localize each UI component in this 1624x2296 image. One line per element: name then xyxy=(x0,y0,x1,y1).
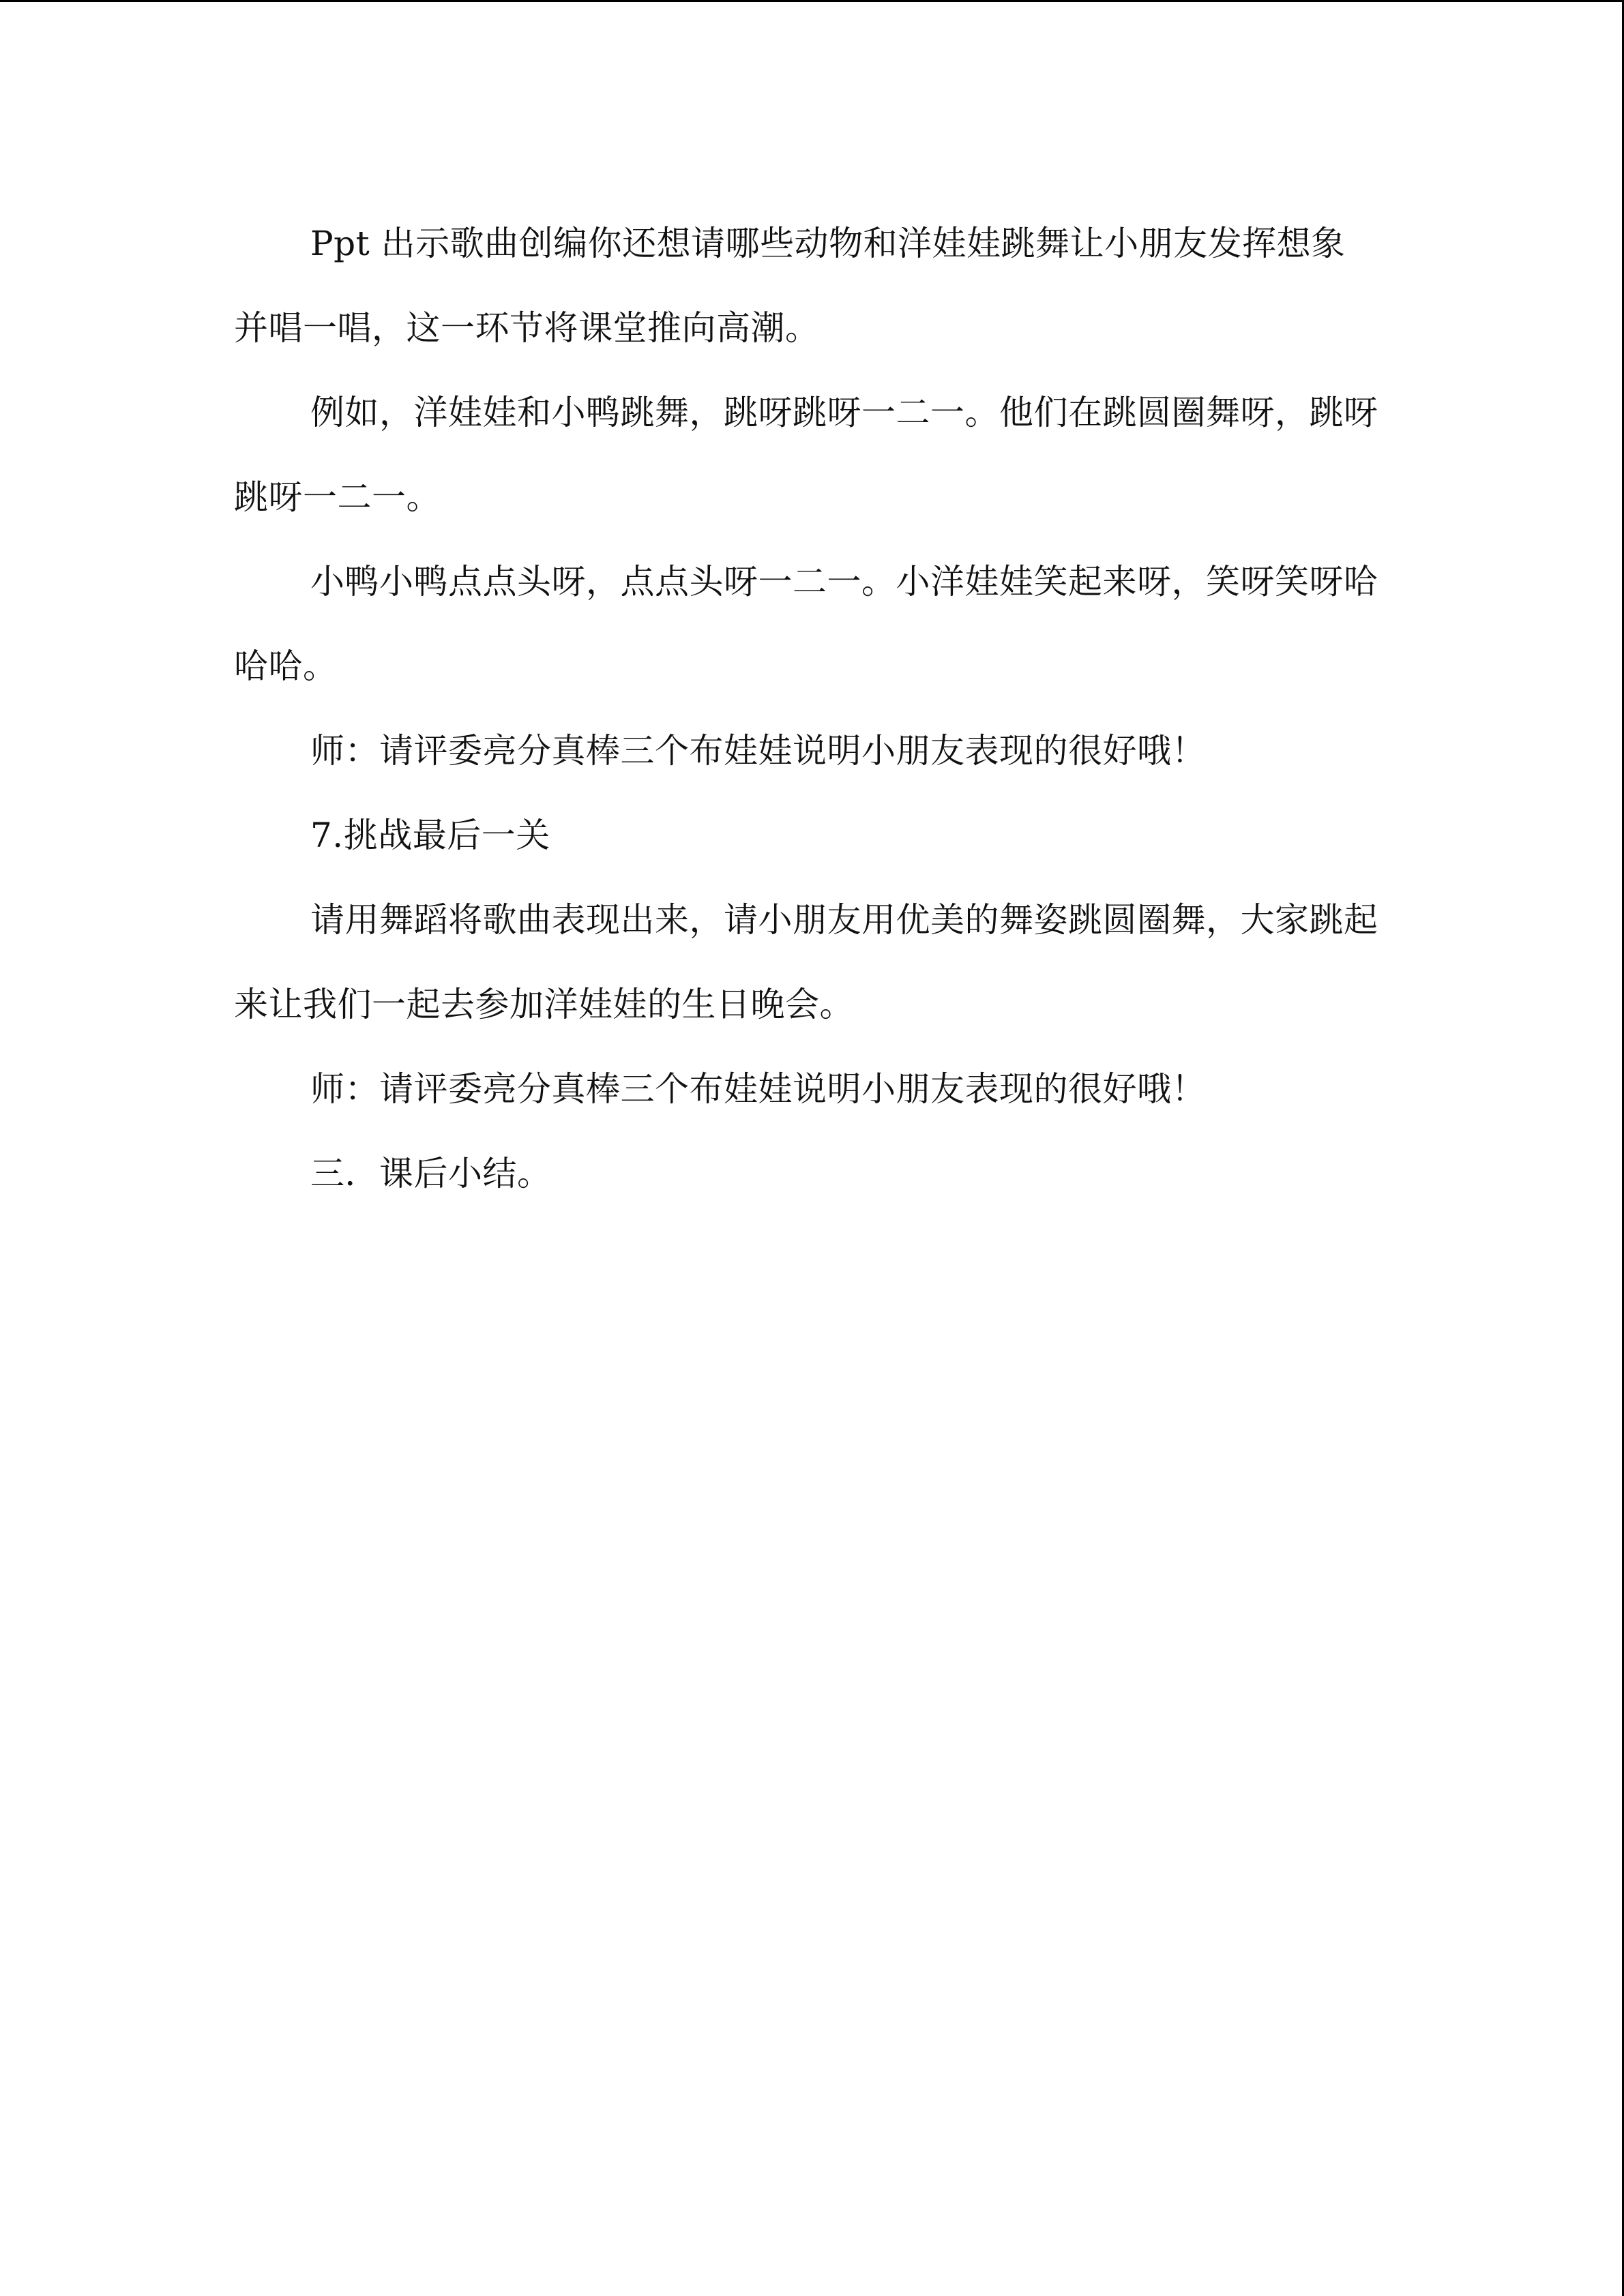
paragraph-dance-performance: 请用舞蹈将歌曲表现出来，请小朋友用优美的舞姿跳圆圈舞，大家跳起来让我们一起去参加洋娃娃的生日晚会。 xyxy=(234,900,1378,1024)
document-body xyxy=(234,201,1380,1216)
paragraph-duck-nod: 小鸭小鸭点点头呀，点点头呀一二一。小洋娃娃笑起来呀，笑呀笑呀哈哈哈。 xyxy=(234,562,1378,686)
paragraph-teacher-praise-2: 师：请评委亮分真棒三个布娃娃说明小朋友表现的很好哦！ xyxy=(310,1069,1206,1109)
paragraph-song-creation: Ppt 出示歌曲创编你还想请哪些动物和洋娃娃跳舞让小朋友发挥想象并唱一唱，这一环节将课堂推向高潮。 xyxy=(234,224,1346,348)
paragraph-final-challenge-heading: 7.挑战最后一关 xyxy=(310,816,550,855)
paragraph-example-duck-dance: 例如，洋娃娃和小鸭跳舞，跳呀跳呀一二一。他们在跳圆圈舞呀，跳呀跳呀一二一。 xyxy=(234,393,1378,517)
paragraph-lesson-summary: 三．课后小结。 xyxy=(310,1154,552,1193)
page-top-border xyxy=(0,0,1624,2)
paragraph-teacher-praise: 师：请评委亮分真棒三个布娃娃说明小朋友表现的很好哦！ xyxy=(310,731,1206,771)
